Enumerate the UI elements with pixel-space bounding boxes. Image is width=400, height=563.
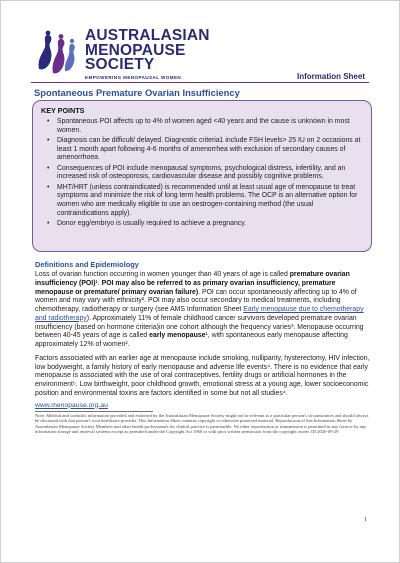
key-points-box xyxy=(32,100,372,252)
footnote-divider xyxy=(35,411,153,412)
info-sheet-link[interactable]: Early menopause due to chemotherapy and radiotherapy xyxy=(35,306,364,322)
logo-tagline: EMPOWERING MENOPAUSAL WOMEN xyxy=(85,74,182,80)
org-name-line-3: SOCIETY xyxy=(85,56,155,73)
key-point-item: • Consequences of POI include menopausal symptoms, psychological distress, infertility, and an increased risk of osteoporosis, cardiovascular disease and possibly cognitive problems. xyxy=(57,165,364,182)
disclaimer-note: Note: Medical and scientific information provided and endorsed by the Australasian Menopause Society might not be relevant to a particular person's circumstances and should always be discussed with that person's own healthcare provider. This Information Sheet contains copyright or otherwise protected material. Reproduction of this Information Sheet by Australasian Menopause Society Members and other health professionals for clinical practice is permissible. No other reproduction or transmission is permitted in any form or by any information storage and retrieval systems except as permitted under the Copyright Act 1968 or with prior written permission from the copyright owner. ID:2020-09-29 xyxy=(35,412,369,435)
key-points-heading: KEY POINTS xyxy=(41,106,85,115)
page-number: 1 xyxy=(364,517,367,523)
text-run: Loss of ovarian function occurring in women younger than 40 years of age is called xyxy=(35,271,290,278)
org-name-line-2: MENOPAUSE xyxy=(85,41,186,59)
logo-wordmark xyxy=(85,29,210,80)
text-run: ). Approximately 11% of female childhood cancer survivors developed premature ovarian insufficiency (based on hormone criteria)in one cohort although the frequency varies³. Menopause occurring between 40-45 years of age is called xyxy=(35,314,364,340)
factors-paragraph: Factors associated with an earlier age at menopause include smoking, nulliparity, hysterectomy, HIV infection, low bodyweight, a family history of early menopause and adverse life events⁴. There is no evidence that early menopause is associated with the use of oral contraceptives, fertility drugs or artificial hormones in the environment⁵. Low birthweight, poor childhood growth, emotional stress at a young age, lower socioeconomic position and environmental toxins are factors identified in some but not all studies⁴. xyxy=(35,354,370,397)
header-divider xyxy=(31,82,369,83)
society-logo xyxy=(31,27,221,87)
term-poi: premature ovarian insufficiency (POI) xyxy=(35,271,350,287)
website-link[interactable]: www.menopause.org.au xyxy=(35,401,108,409)
definitions-paragraph xyxy=(35,271,371,350)
key-point-item: • MHT/HRT (unless contraindicated) is recommended until at least usual age of menopause to treat symptoms and minimize the risk of long term health problems. The OCP is an alternative option for women who are medically eligible to use an oestrogen-containing method (the usual contraindications apply). xyxy=(57,184,364,219)
term-alternative-names: POI may also be referred to as primary ovarian insufficiency, premature menopause or premature/ primary ovarian failure) xyxy=(35,279,336,296)
text-run: . POI can occur spontaneously affecting up to 4% of women and may vary with ethnicity². POI may also occur secondary to medical treatments, including chemotherapy, radiotherapy or surgery (see AMS Information Sheet xyxy=(35,288,357,313)
term-early-menopause: early menopause xyxy=(149,332,206,340)
page-title: Spontaneous Premature Ovarian Insufficiency xyxy=(34,87,240,98)
key-points-list xyxy=(40,118,364,229)
main-content xyxy=(35,260,371,435)
section-heading: Definitions and Epidemiology xyxy=(35,260,139,269)
three-women-silhouettes-icon xyxy=(31,29,83,81)
text-run: ¹. xyxy=(95,279,102,287)
key-point-item: • Diagnosis can be difficult/ delayed. Diagnostic criteria1 include FSH levels> 25 IU on 2 occasions at least 1 month apart following 4-6 months of amenorrhea with exclusion of secondary causes of amenorrhoea. xyxy=(57,137,364,163)
text-run: ¹, with spontaneous early menopause affecting approximately 12% of women². xyxy=(35,332,348,348)
document-type-label: Information Sheet xyxy=(296,72,365,81)
key-point-item: • Spontaneous POI affects up to 4% of women aged <40 years and the cause is unknown in most women. xyxy=(57,118,364,135)
org-name-line-1: AUSTRALASIAN xyxy=(85,27,210,44)
key-point-item: • Donor egg/embryo is usually required to achieve a pregnancy. xyxy=(57,220,364,229)
